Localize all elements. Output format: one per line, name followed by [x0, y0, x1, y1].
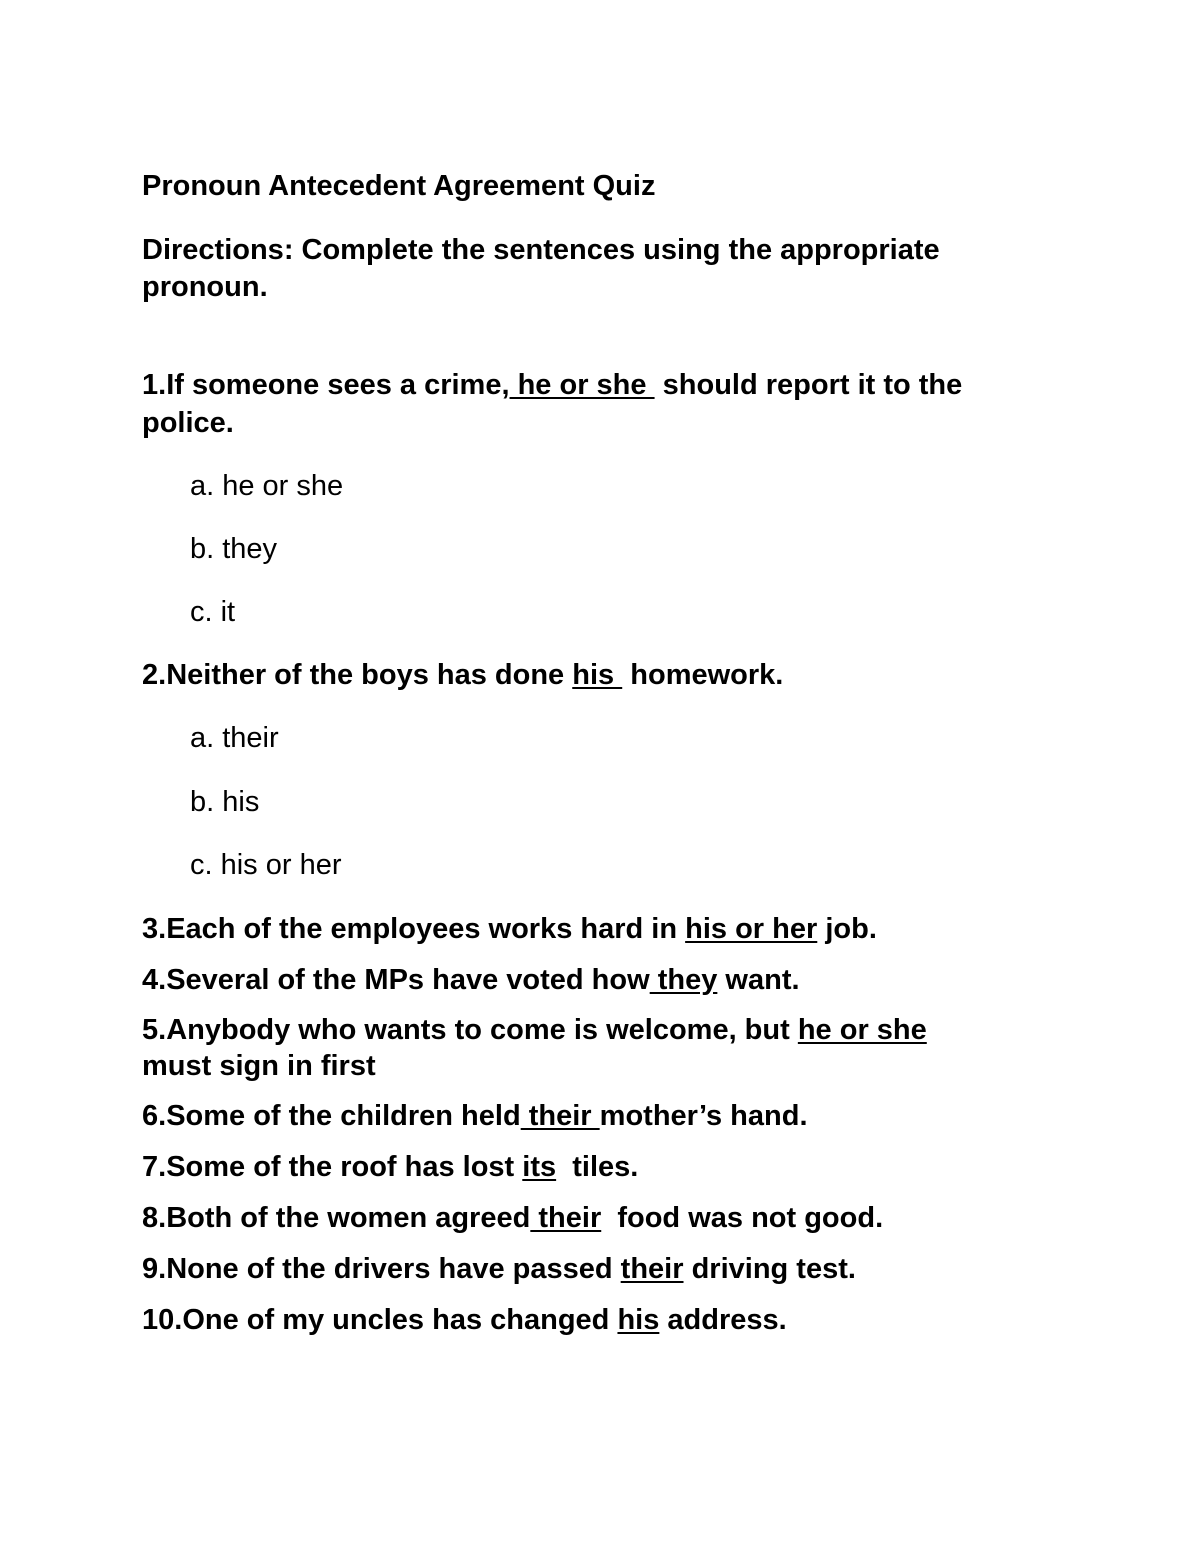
question-text: None of the drivers have passed [166, 1253, 621, 1285]
question-5 [142, 1012, 927, 1048]
option-2b: b. his [190, 786, 260, 818]
question-3 [142, 911, 877, 947]
option-1c: c. it [190, 596, 236, 628]
question-number: 3. [142, 913, 167, 945]
question-text: If someone sees a crime, [166, 369, 510, 401]
question-text: want. [717, 964, 800, 996]
question-number: 10. [142, 1304, 183, 1336]
answer: his or her [685, 913, 818, 945]
question-number: 7. [142, 1151, 167, 1183]
question-text: address. [659, 1304, 787, 1336]
question-number: 1. [142, 369, 167, 401]
answer: his [617, 1304, 660, 1336]
directions-line-1: Directions: Complete the sentences using the appropriate [142, 234, 940, 266]
question-text: Anybody who wants to come is welcome, but [166, 1014, 798, 1046]
question-text: food was not good. [601, 1202, 884, 1234]
question-text: Some of the children held [166, 1100, 521, 1132]
answer: their [530, 1202, 602, 1234]
question-text: tiles. [556, 1151, 639, 1183]
question-text: should report it to the [654, 369, 963, 401]
question-text: One of my uncles has changed [182, 1304, 618, 1336]
question-text: Each of the employees works hard in [166, 913, 686, 945]
question-text: Some of the roof has lost [166, 1151, 523, 1183]
question-1-line-2: police. [142, 407, 234, 439]
answer: his [572, 659, 623, 691]
option-1b: b. they [190, 533, 278, 565]
question-text: mother’s hand. [599, 1100, 808, 1132]
directions-line-2: pronoun. [142, 271, 268, 303]
answer: they [649, 964, 718, 996]
answer: he or she [797, 1014, 927, 1046]
question-number: 6. [142, 1100, 167, 1132]
question-number: 5. [142, 1014, 167, 1046]
question-9 [142, 1251, 856, 1287]
question-10 [142, 1302, 787, 1338]
question-text: driving test. [683, 1253, 856, 1285]
option-1a: a. he or she [190, 470, 344, 502]
answer: their [620, 1253, 684, 1285]
question-text: job. [817, 913, 877, 945]
question-text: Neither of the boys has done [166, 659, 573, 691]
question-6 [142, 1098, 808, 1134]
question-2 [142, 657, 783, 693]
answer: their [520, 1100, 600, 1132]
question-5-line-2: must sign in first [142, 1050, 376, 1082]
question-7 [142, 1149, 638, 1185]
question-number: 2. [142, 659, 167, 691]
answer: he or she [509, 369, 655, 401]
question-number: 9. [142, 1253, 167, 1285]
question-number: 4. [142, 964, 167, 996]
question-4 [142, 962, 800, 998]
option-2c: c. his or her [190, 849, 342, 881]
question-text: homework. [622, 659, 784, 691]
question-8 [142, 1200, 883, 1236]
question-text: Several of the MPs have voted how [166, 964, 650, 996]
option-2a: a. their [190, 722, 279, 754]
answer: its [522, 1151, 557, 1183]
question-1 [142, 367, 962, 403]
question-number: 8. [142, 1202, 167, 1234]
page-title: Pronoun Antecedent Agreement Quiz [142, 170, 656, 202]
question-text: Both of the women agreed [166, 1202, 531, 1234]
